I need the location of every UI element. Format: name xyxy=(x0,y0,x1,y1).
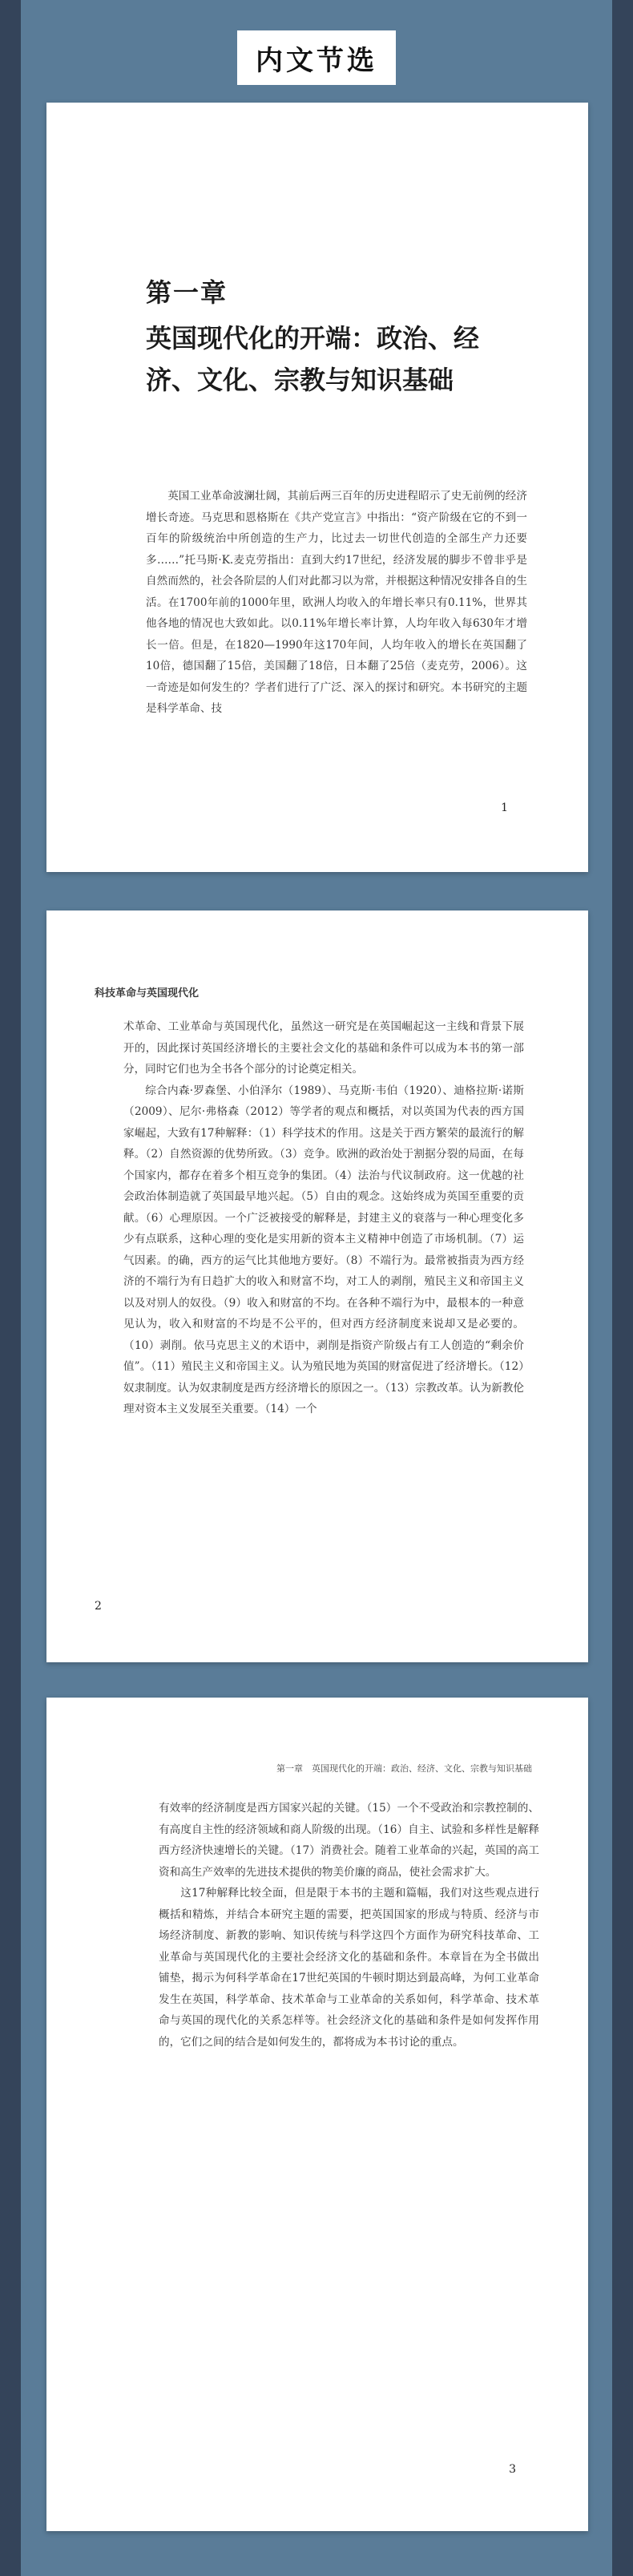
page-number: 3 xyxy=(509,2463,516,2476)
left-border-stripe xyxy=(0,0,21,2576)
chapter-label: 第一章 xyxy=(146,277,228,308)
book-page-3 xyxy=(46,1698,588,2531)
paragraph: 有效率的经济制度是西方国家兴起的关键。（15）一个不受政治和宗教控制的、有高度自主性的经济领域和商人阶级的出现。（16）自主、试验和多样性是解释西方经济快速增长的关键。（17）消费社会。随着工业革命的兴起，英国的高工资和高生产效率的先进技术提供的物美价廉的商品，使社会需求扩大。 xyxy=(159,1802,539,1879)
right-border-stripe xyxy=(612,0,633,2576)
excerpt-header: 内文节选 xyxy=(237,30,396,85)
book-page-2 xyxy=(46,910,588,1662)
page-body xyxy=(146,486,527,720)
page-body xyxy=(159,1798,539,2053)
page-number: 1 xyxy=(501,801,508,814)
page-number: 2 xyxy=(95,1600,102,1613)
chapter-title: 英国现代化的开端：政治、经济、文化、宗教与知识基础 xyxy=(146,323,480,395)
paragraph: 英国工业革命波澜壮阔，其前后两三百年的历史进程昭示了史无前例的经济增长奇迹。马克思和恩格斯在《共产党宣言》中指出：“资产阶级在它的不到一百年的阶级统治中所创造的生产力，比过去一切世代创造的全部生产力还要多……”托马斯·K.麦克劳指出：直到大约17世纪，经济发展的脚步不曾非乎是自然而然的，社会各阶层的人们对此都习以为常，并根据这种情况安排各自的生活。在1700年前的1000年里，欧洲人均收入的年增长率只有0.11%，世界其他各地的情况也大致如此。以0.11%年增长率计算，人均年收入每630年才增长一倍。但是，在1820—1990年这170年间，人均年收入的增长在英国翻了10倍，德国翻了15倍，美国翻了18倍，日本翻了25倍（麦克劳，2006）。这一奇迹是如何发生的？学者们进行了广泛、深入的探讨和研究。本书研究的主题是科学革命、技 xyxy=(146,490,527,715)
running-head: 第一章 英国现代化的开端：政治、经济、文化、宗教与知识基础 xyxy=(276,1763,532,1774)
paragraph: 术革命、工业革命与英国现代化，虽然这一研究是在英国崛起这一主线和背景下展开的，因此探讨英国经济增长的主要社会文化的基础和条件可以成为本书的第一部分，同时它们也为全书各个部分的讨论奠定相关。 xyxy=(123,1020,524,1076)
page-body xyxy=(123,1016,524,1420)
paragraph: 这17种解释比较全面，但是限于本书的主题和篇幅，我们对这些观点进行概括和精炼，并结合本研究主题的需要，把英国国家的形成与特质、经济与市场经济制度、新教的影响、知识传统与科学这四个方面作为研究科技革命、工业革命与英国现代化的主要社会经济文化的基础和条件。本章旨在为全书做出铺垫，揭示为何科学革命在17世纪英国的牛顿时期达到最高峰，为何工业革命发生在英国，科学革命、技术革命与工业革命的关系如何，科学革命、技术革命与英国的现代化的关系怎样等。社会经济文化的基础和条件是如何发挥作用的，它们之间的结合是如何发生的，都将成为本书讨论的重点。 xyxy=(159,1887,539,2049)
running-head: 科技革命与英国现代化 xyxy=(95,987,200,999)
paragraph: 综合内森·罗森堡、小伯泽尔（1989）、马克斯·韦伯（1920）、迪格拉斯·诺斯（2009）、尼尔·弗格森（2012）等学者的观点和概括，对以英国为代表的西方国家崛起，大致有17种解释：（1）科学技术的作用。这是关于西方繁荣的最流行的解释。（2）自然资源的优势所致。（3）竞争。欧洲的政治处于割据分裂的局面，在每个国家内，都存在着多个相互竞争的集团。（4）法治与代议制政府。这一优越的社会政治体制造就了英国最早地兴起。（5）自由的观念。这始终成为英国至重要的贡献。（6）心理原因。一个广泛被接受的解释是，封建主义的衰落与一种心理变化多少有点联系，这种心理的变化是实用新的资本主义精神中创造了市场机制。（7）运气因素。的确，西方的运气比其他地方要好。（8）不端行为。最常被指责为西方经济的不端行为有日趋扩大的收入和财富不均，对工人的剥削，殖民主义和帝国主义以及对别人的奴役。（9）收入和财富的不均。在各种不端行为中，最根本的一种意见认为，收入和财富的不均是不公平的，但对西方经济制度来说却又是必要的。（10）剥削。依马克思主义的术语中，剥削是指资产阶级占有工人创造的“剩余价值”。（11）殖民主义和帝国主义。认为殖民地为英国的财富促进了经济增长。（12）奴隶制度。认为奴隶制度是西方经济增长的原因之一。（13）宗教改革。认为新教伦理对资本主义发展至关重要。（14）一个 xyxy=(123,1084,524,1415)
book-page-1 xyxy=(46,103,588,872)
